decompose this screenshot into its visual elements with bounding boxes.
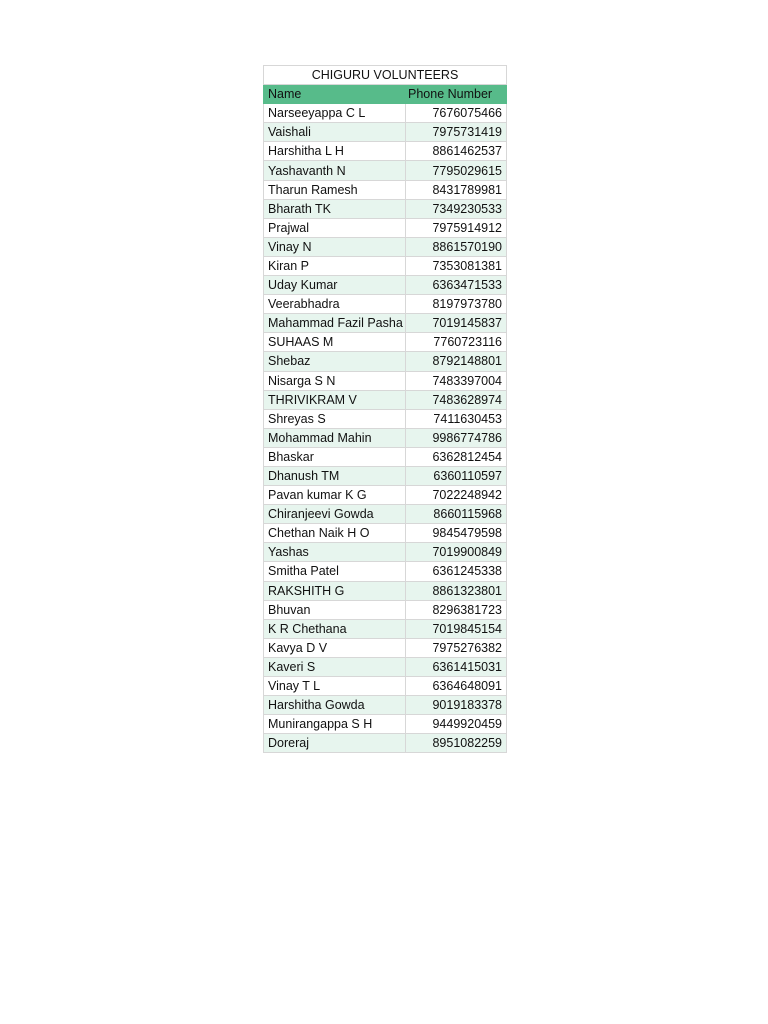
volunteer-name: Munirangappa S H — [264, 715, 406, 734]
volunteer-name: Kaveri S — [264, 657, 406, 676]
table-row — [264, 390, 507, 409]
volunteer-phone: 8792148801 — [406, 352, 507, 371]
volunteer-phone: 8296381723 — [406, 600, 507, 619]
table-row — [264, 600, 507, 619]
table-row — [264, 524, 507, 543]
table-row — [264, 161, 507, 180]
table-row — [264, 696, 507, 715]
volunteer-name: Yashavanth N — [264, 161, 406, 180]
volunteer-name: Shebaz — [264, 352, 406, 371]
volunteer-phone: 7483628974 — [406, 390, 507, 409]
volunteer-phone: 8951082259 — [406, 734, 507, 753]
table-row — [264, 619, 507, 638]
volunteer-phone: 8431789981 — [406, 180, 507, 199]
table-row — [264, 409, 507, 428]
volunteer-name: Vinay T L — [264, 677, 406, 696]
volunteer-name: Veerabhadra — [264, 295, 406, 314]
volunteer-phone: 8660115968 — [406, 505, 507, 524]
volunteer-phone: 8861462537 — [406, 142, 507, 161]
volunteer-phone: 7795029615 — [406, 161, 507, 180]
volunteer-name: Prajwal — [264, 218, 406, 237]
volunteer-name: Chethan Naik H O — [264, 524, 406, 543]
column-header-phone: Phone Number — [406, 85, 507, 104]
volunteer-phone: 7022248942 — [406, 486, 507, 505]
volunteer-name: Mohammad Mahin — [264, 428, 406, 447]
volunteer-phone: 7019845154 — [406, 619, 507, 638]
volunteer-name: Bhaskar — [264, 447, 406, 466]
table-row — [264, 256, 507, 275]
volunteer-phone: 6362812454 — [406, 447, 507, 466]
volunteer-phone: 7975276382 — [406, 638, 507, 657]
volunteer-phone: 8197973780 — [406, 295, 507, 314]
volunteer-phone: 6363471533 — [406, 276, 507, 295]
volunteer-phone: 6360110597 — [406, 466, 507, 485]
volunteer-phone: 7483397004 — [406, 371, 507, 390]
volunteer-name: Nisarga S N — [264, 371, 406, 390]
table-row — [264, 543, 507, 562]
volunteer-phone: 6361415031 — [406, 657, 507, 676]
volunteer-phone: 7975914912 — [406, 218, 507, 237]
volunteer-phone: 7411630453 — [406, 409, 507, 428]
table-row — [264, 142, 507, 161]
table-row — [264, 123, 507, 142]
volunteers-table — [263, 65, 507, 753]
volunteer-rows — [264, 104, 507, 753]
volunteer-name: Narseeyappa C L — [264, 104, 406, 123]
volunteer-phone: 7019145837 — [406, 314, 507, 333]
table-row — [264, 562, 507, 581]
volunteer-name: Bharath TK — [264, 199, 406, 218]
volunteer-name: Dhanush TM — [264, 466, 406, 485]
volunteer-phone: 9449920459 — [406, 715, 507, 734]
volunteer-name: Kiran P — [264, 256, 406, 275]
volunteer-name: Vaishali — [264, 123, 406, 142]
table-row — [264, 276, 507, 295]
volunteer-phone: 7019900849 — [406, 543, 507, 562]
volunteer-name: Kavya D V — [264, 638, 406, 657]
table-row — [264, 180, 507, 199]
volunteer-name: Pavan kumar K G — [264, 486, 406, 505]
table-row — [264, 314, 507, 333]
table-row — [264, 352, 507, 371]
volunteer-phone: 6361245338 — [406, 562, 507, 581]
table-row — [264, 581, 507, 600]
volunteer-phone: 7349230533 — [406, 199, 507, 218]
volunteer-phone: 7353081381 — [406, 256, 507, 275]
volunteer-phone: 9986774786 — [406, 428, 507, 447]
volunteer-name: SUHAAS M — [264, 333, 406, 352]
column-header-name: Name — [264, 85, 406, 104]
table-row — [264, 466, 507, 485]
volunteer-name: Shreyas S — [264, 409, 406, 428]
title-row — [264, 66, 507, 85]
volunteer-name: Harshitha L H — [264, 142, 406, 161]
table-row — [264, 237, 507, 256]
table-row — [264, 428, 507, 447]
table-row — [264, 104, 507, 123]
volunteer-phone: 8861323801 — [406, 581, 507, 600]
table-row — [264, 218, 507, 237]
table-row — [264, 295, 507, 314]
volunteer-phone: 9845479598 — [406, 524, 507, 543]
volunteer-name: THRIVIKRAM V — [264, 390, 406, 409]
table-row — [264, 657, 507, 676]
sheet-title: CHIGURU VOLUNTEERS — [264, 66, 507, 85]
volunteer-name: Harshitha Gowda — [264, 696, 406, 715]
volunteer-phone: 7975731419 — [406, 123, 507, 142]
volunteer-phone: 7760723116 — [406, 333, 507, 352]
table-row — [264, 505, 507, 524]
volunteer-phone: 8861570190 — [406, 237, 507, 256]
volunteer-phone: 7676075466 — [406, 104, 507, 123]
table-row — [264, 486, 507, 505]
volunteer-phone: 6364648091 — [406, 677, 507, 696]
header-row — [264, 85, 507, 104]
volunteer-name: Bhuvan — [264, 600, 406, 619]
volunteer-name: Tharun Ramesh — [264, 180, 406, 199]
volunteer-name: Uday Kumar — [264, 276, 406, 295]
volunteer-name: K R Chethana — [264, 619, 406, 638]
volunteer-name: Smitha Patel — [264, 562, 406, 581]
volunteer-phone: 9019183378 — [406, 696, 507, 715]
table-row — [264, 715, 507, 734]
volunteer-name: Vinay N — [264, 237, 406, 256]
table-row — [264, 638, 507, 657]
table-row — [264, 677, 507, 696]
table-row — [264, 371, 507, 390]
table-row — [264, 199, 507, 218]
volunteer-name: Yashas — [264, 543, 406, 562]
table-row — [264, 333, 507, 352]
volunteer-name: Mahammad Fazil Pasha — [264, 314, 406, 333]
volunteer-name: Doreraj — [264, 734, 406, 753]
volunteer-name: RAKSHITH G — [264, 581, 406, 600]
volunteer-name: Chiranjeevi Gowda — [264, 505, 406, 524]
table-row — [264, 447, 507, 466]
table-row — [264, 734, 507, 753]
